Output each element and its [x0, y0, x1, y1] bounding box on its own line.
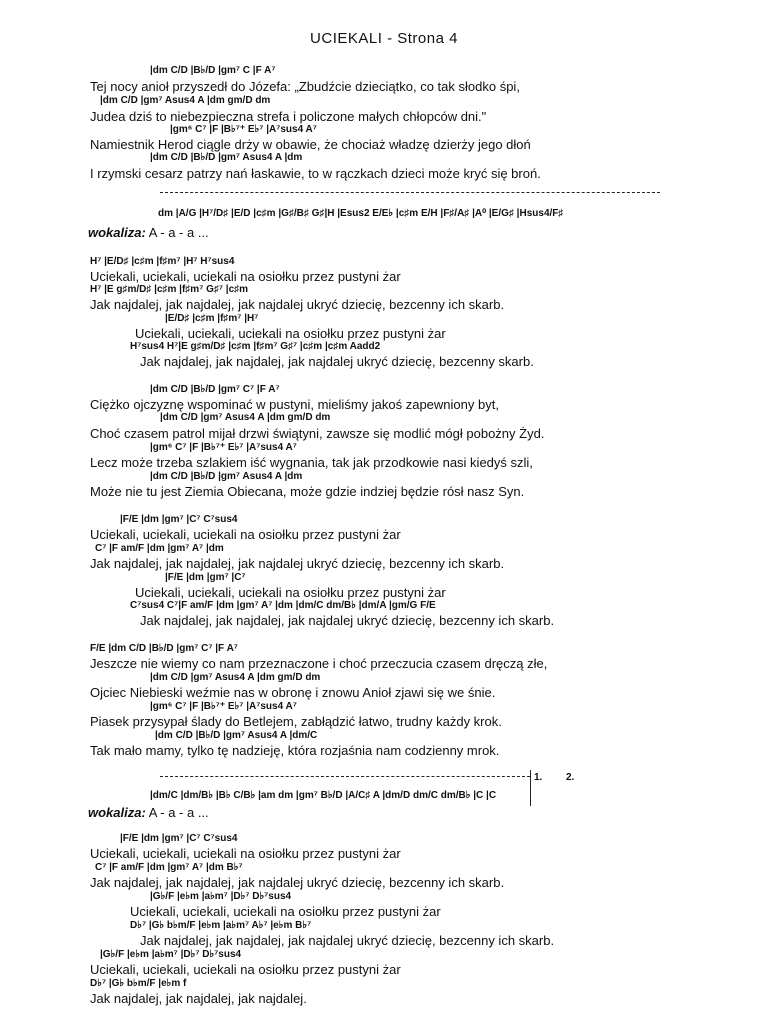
vocalise-text: A - a - a ...: [148, 225, 209, 240]
lyric-line: Jak najdalej, jak najdalej, jak najdalej ukryć dziecię, bezcenny ich skarb.: [140, 613, 555, 628]
chord-line: |G♭/F |e♭m |a♭m⁷ |D♭⁷ D♭⁷sus4: [100, 949, 242, 960]
lyric-line: Może nie tu jest Ziemia Obiecana, może gdzie indziej będzie rósł nasz Syn.: [90, 484, 525, 499]
lyric-line: Judea dziś to niebezpieczna strefa i policzone małych chłopców dni.": [90, 109, 487, 124]
chord-line: |dm C/D |B♭/D |gm⁷ C |F A⁷: [150, 65, 276, 76]
chord-line: |dm C/D |gm⁷ Asus4 A |dm gm/D dm: [150, 672, 321, 683]
volta-bar: [530, 770, 531, 806]
chord-line: |dm C/D |B♭/D |gm⁷ Asus4 A |dm: [150, 152, 303, 163]
chord-line: |E/D♯ |c♯m |f♯m⁷ |H⁷: [165, 313, 259, 324]
chord-line: dm |A/G |H⁷/D♯ |E/D |c♯m |G♯/B♯ G♯|H |Esus2 E/E♭ |c♯m E/H |F♯/A♯ |A⁰ |E/G♯ |Hsus4/F♯: [158, 208, 564, 219]
chord-line: H⁷ |E/D♯ |c♯m |f♯m⁷ |H⁷ H⁷sus4: [90, 256, 235, 267]
chord-line: D♭⁷ |G♭ b♭m/F |e♭m f: [90, 978, 187, 989]
lyric-line: Uciekali, uciekali, uciekali na osiołku przez pustyni żar: [90, 269, 401, 284]
lyric-line: Tej nocy anioł przyszedł do Józefa: „Zbudźcie dzieciątko, co tak słodko śpi,: [90, 79, 520, 94]
chord-line: |dm C/D |gm⁷ Asus4 A |dm gm/D dm: [100, 95, 271, 106]
lyric-line: Uciekali, uciekali, uciekali na osiołku przez pustyni żar: [90, 527, 401, 542]
chord-line: F/E |dm C/D |B♭/D |gm⁷ C⁷ |F A⁷: [90, 643, 238, 654]
chord-line: |dm C/D |B♭/D |gm⁷ Asus4 A |dm/C: [155, 730, 318, 741]
chord-line: |gm⁶ C⁷ |F |B♭⁷⁺ E♭⁷ |A⁷sus4 A⁷: [150, 701, 297, 712]
lyric-line: Tak mało mamy, tylko tę nadzieję, która rozjaśnia nam codzienny mrok.: [90, 743, 500, 758]
chord-line: |G♭/F |e♭m |a♭m⁷ |D♭⁷ D♭⁷sus4: [150, 891, 292, 902]
lyric-line: I rzymski cesarz patrzy nań łaskawie, to w rączkach dzieci może kryć się broń.: [90, 166, 541, 181]
volta-ending-2: 2.: [566, 772, 575, 783]
lyric-line: Jeszcze nie wiemy co nam przeznaczone i choć przeczucia czasem dręczą złe,: [90, 656, 548, 671]
lyric-line: Uciekali, uciekali, uciekali na osiołku przez pustyni żar: [130, 904, 441, 919]
lyric-line: Uciekali, uciekali, uciekali na osiołku przez pustyni żar: [90, 846, 401, 861]
chord-line: |F/E |dm |gm⁷ |C⁷ C⁷sus4: [120, 514, 238, 525]
vocalise-label: wokaliza:: [88, 805, 146, 820]
lyric-line: Jak najdalej, jak najdalej, jak najdalej ukryć dziecię, bezcenny ich skarb.: [90, 556, 505, 571]
chord-line: |F/E |dm |gm⁷ |C⁷ C⁷sus4: [120, 833, 238, 844]
lyric-line: Jak najdalej, jak najdalej, jak najdalej.: [90, 991, 307, 1006]
vocalise-label: wokaliza:: [88, 225, 146, 240]
chord-line: C⁷ |F am/F |dm |gm⁷ A⁷ |dm: [95, 543, 224, 554]
lyric-line: Uciekali, uciekali, uciekali na osiołku przez pustyni żar: [135, 585, 446, 600]
lyric-line: Piasek przysypał ślady do Betlejem, zabłądzić łatwo, trudny każdy krok.: [90, 714, 502, 729]
chord-line: C⁷ |F am/F |dm |gm⁷ A⁷ |dm B♭⁷: [95, 862, 243, 873]
lyric-line: Uciekali, uciekali, uciekali na osiołku przez pustyni żar: [90, 962, 401, 977]
page-title: UCIEKALI - Strona 4: [310, 30, 458, 47]
chord-line: H⁷ |E g♯m/D♯ |c♯m |f♯m⁷ G♯⁷ |c♯m: [90, 284, 249, 295]
repeat-dashed-line: [160, 776, 530, 777]
chord-line: |F/E |dm |gm⁷ |C⁷: [165, 572, 246, 583]
chord-line: |gm⁶ C⁷ |F |B♭⁷⁺ E♭⁷ |A⁷sus4 A⁷: [150, 442, 297, 453]
chord-line: |gm⁶ C⁷ |F |B♭⁷⁺ E♭⁷ |A⁷sus4 A⁷: [170, 124, 317, 135]
lyric-line: Jak najdalej, jak najdalej, jak najdalej ukryć dziecię, bezcenny ich skarb.: [90, 875, 505, 890]
lyric-line: Choć czasem patrol mijał drzwi świątyni, zawsze się modlić mógł pobożny Żyd.: [90, 426, 545, 441]
chord-line: |dm C/D |gm⁷ Asus4 A |dm gm/D dm: [160, 412, 331, 423]
lyric-line: Jak najdalej, jak najdalej, jak najdalej ukryć dziecię, bezcenny ich skarb.: [140, 933, 555, 948]
repeat-dashed-line: [160, 192, 660, 193]
lyric-line: Uciekali, uciekali, uciekali na osiołku przez pustyni żar: [135, 326, 446, 341]
chord-line: |dm C/D |B♭/D |gm⁷ Asus4 A |dm: [150, 471, 303, 482]
chord-line: C⁷sus4 C⁷|F am/F |dm |gm⁷ A⁷ |dm |dm/C dm/B♭ |dm/A |gm/G F/E: [130, 600, 436, 611]
lyric-line: Ciężko ojczyznę wspominać w pustyni, mieliśmy jakoś zapewniony byt,: [90, 397, 499, 412]
lyric-line: Jak najdalej, jak najdalej, jak najdalej ukryć dziecię, bezcenny skarb.: [140, 354, 534, 369]
chord-line: H⁷sus4 H⁷|E g♯m/D♯ |c♯m |f♯m⁷ G♯⁷ |c♯m |c♯m Aadd2: [130, 341, 381, 352]
chord-line: D♭⁷ |G♭ b♭m/F |e♭m |a♭m⁷ A♭⁷ |e♭m B♭⁷: [130, 920, 312, 931]
volta-ending-1: 1.: [534, 772, 543, 783]
lyric-line: Jak najdalej, jak najdalej, jak najdalej ukryć dziecię, bezcenny ich skarb.: [90, 297, 505, 312]
vocalise-text: A - a - a ...: [148, 805, 209, 820]
lyric-line: Lecz może trzeba szlakiem iść wygnania, tak jak przodkowie nasi kiedyś szli,: [90, 455, 533, 470]
lyric-line: Namiestnik Herod ciągle drży w obawie, że chociaż władzę dzierży jego dłoń: [90, 137, 531, 152]
chord-line: |dm C/D |B♭/D |gm⁷ C⁷ |F A⁷: [150, 384, 280, 395]
chord-line: |dm/C |dm/B♭ |B♭ C/B♭ |am dm |gm⁷ B♭/D |A/C♯ A |dm/D dm/C dm/B♭ |C |C: [150, 790, 497, 801]
lyric-line: Ojciec Niebieski weźmie nas w obronę i znowu Anioł zjawi się we śnie.: [90, 685, 496, 700]
